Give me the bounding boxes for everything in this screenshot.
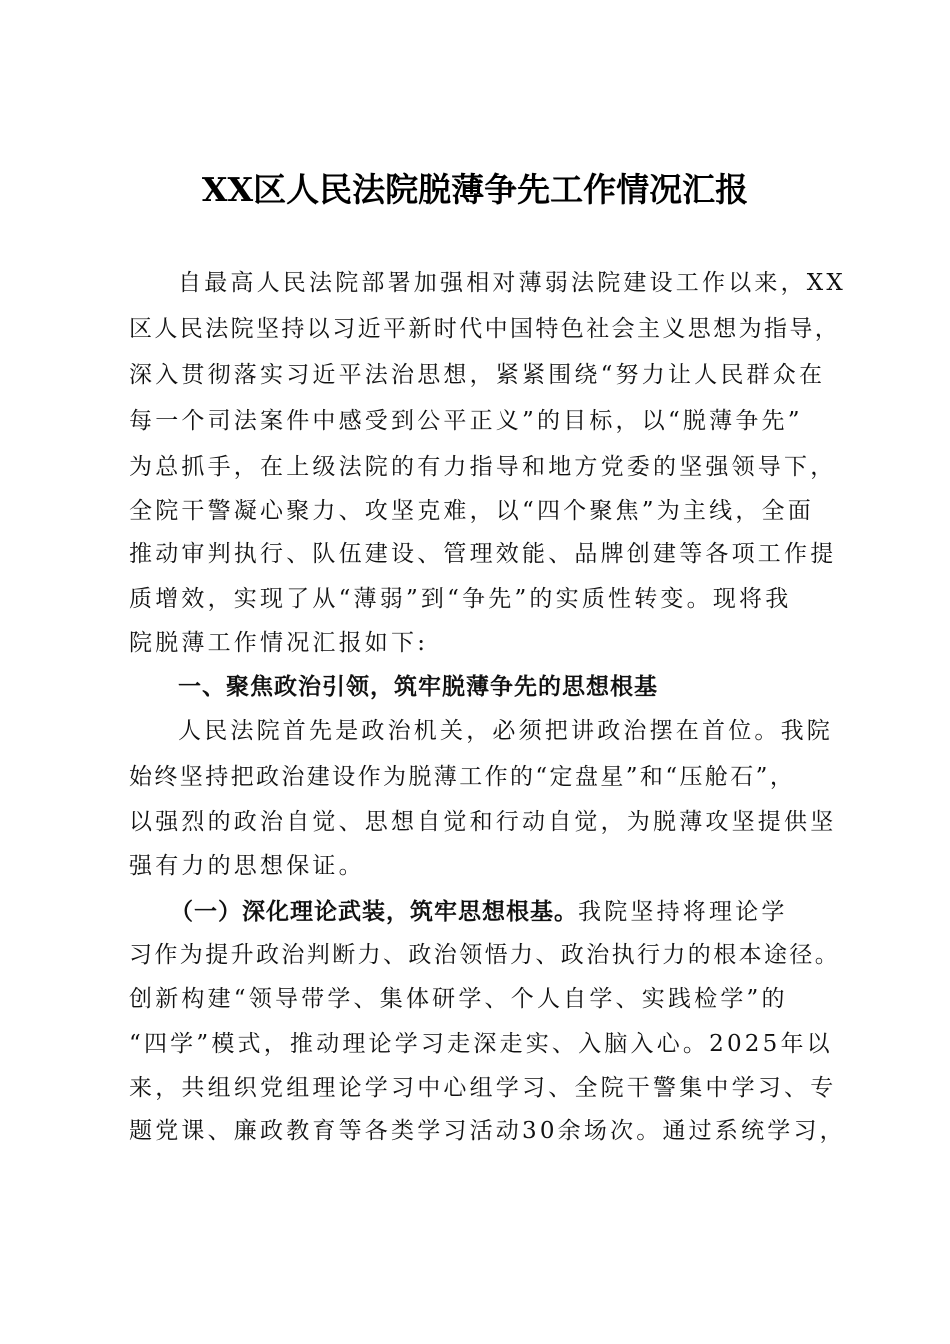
section-1-line-4: 强有力的思想保证。 — [129, 853, 365, 879]
subsection-1-first-line — [170, 897, 870, 927]
section-1-line-1: 人民法院首先是政治机关，必须把讲政治摆在首位。我院 — [178, 718, 833, 744]
subsection-1-first-line-text: 我院坚持将理论学 — [578, 899, 788, 925]
intro-line-9: 院脱薄工作情况汇报如下: — [129, 630, 429, 656]
subsection-1-line-4: “四学”模式，推动理论学习走深走实、入脑入心。2025年以 — [129, 1031, 833, 1057]
section-1-heading: 一、聚焦政治引领，筑牢脱薄争先的思想根基 — [178, 674, 658, 700]
intro-line-3: 深入贯彻落实习近平法治思想，紧紧围绕“努力让人民群众在 — [129, 362, 826, 388]
intro-line-7: 推动审判执行、队伍建设、管理效能、品牌创建等各项工作提 — [129, 541, 837, 567]
intro-line-1: 自最高人民法院部署加强相对薄弱法院建设工作以来，XX — [178, 270, 846, 296]
section-1-line-2: 始终坚持把政治建设作为脱薄工作的“定盘星”和“压舱石”， — [129, 764, 796, 790]
subsection-1-heading: （一）深化理论武装，筑牢思想根基。 — [170, 899, 578, 925]
document-title: XX区人民法院脱薄争先工作情况汇报 — [201, 170, 749, 209]
intro-line-4: 每一个司法案件中感受到公平正义”的目标，以“脱薄争先” — [129, 408, 803, 434]
intro-line-8: 质增效，实现了从“薄弱”到“争先”的实质性转变。现将我 — [129, 586, 792, 612]
intro-line-6: 全院干警凝心聚力、攻坚克难，以“四个聚焦”为主线，全面 — [129, 498, 814, 524]
intro-line-5: 为总抓手，在上级法院的有力指导和地方党委的坚强领导下， — [129, 454, 837, 480]
subsection-1-line-6: 题党课、廉政教育等各类学习活动30余场次。通过系统学习， — [129, 1118, 846, 1144]
intro-line-2: 区人民法院坚持以习近平新时代中国特色社会主义思想为指导， — [129, 316, 841, 342]
section-1-line-3: 以强烈的政治自觉、思想自觉和行动自觉，为脱薄攻坚提供坚 — [129, 809, 837, 835]
subsection-1-line-2: 习作为提升政治判断力、政治领悟力、政治执行力的根本途径。 — [129, 942, 841, 968]
subsection-1-line-5: 来，共组织党组理论学习中心组学习、全院干警集中学习、专 — [129, 1075, 837, 1101]
subsection-1-line-3: 创新构建“领导带学、集体研学、个人自学、实践检学”的 — [129, 986, 788, 1012]
